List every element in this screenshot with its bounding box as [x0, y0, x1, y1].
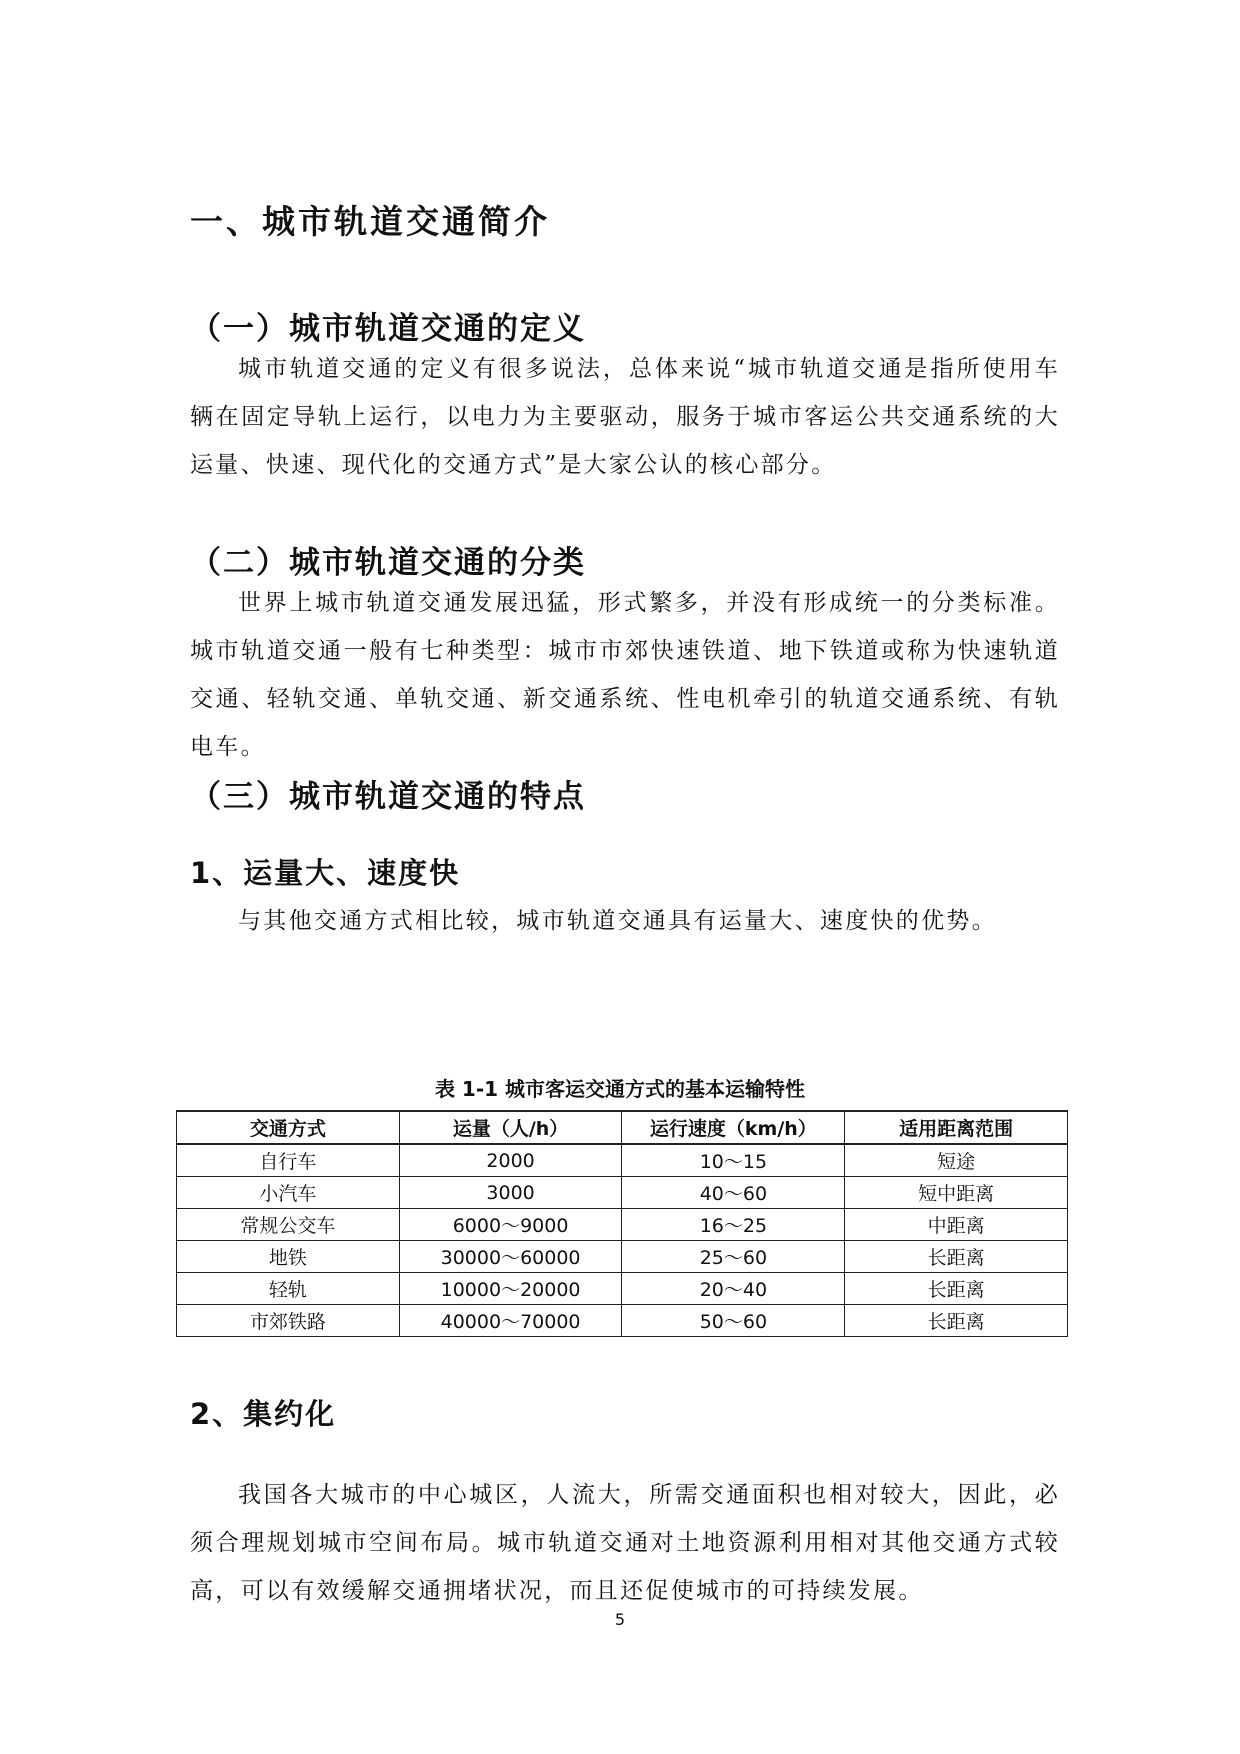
table-row — [177, 1241, 1068, 1273]
table-cell: 40～60 — [622, 1177, 845, 1209]
page-number: 5 — [614, 1610, 626, 1629]
table-cell: 长距离 — [845, 1305, 1068, 1337]
feature-item-1-title: 1、运量大、速度快 — [190, 856, 461, 890]
transport-characteristics-table — [176, 1110, 1068, 1337]
table-cell: 50～60 — [622, 1305, 845, 1337]
table-cell: 自行车 — [177, 1144, 400, 1177]
table-row — [177, 1305, 1068, 1337]
table-cell: 短途 — [845, 1144, 1068, 1177]
table-cell: 30000～60000 — [399, 1241, 622, 1273]
paragraph-classification: 世界上城市轨道交通发展迅猛，形式繁多，并没有形成统一的分类标准。城市轨道交通一般有七种类型：城市市郊快速铁道、地下铁道或称为快速轨道交通、轻轨交通、单轨交通、新交通系统、性电机牵引的轨道交通系统、有轨电车。 — [190, 590, 1060, 760]
feature-item-2-title: 2、集约化 — [190, 1397, 337, 1431]
table-row — [177, 1177, 1068, 1209]
subsection-title-classification: （二）城市轨道交通的分类 — [190, 545, 586, 581]
table-cell: 25～60 — [622, 1241, 845, 1273]
table-cell: 16～25 — [622, 1209, 845, 1241]
table-header-row — [177, 1111, 1068, 1144]
feature-item-1-paragraph: 与其他交通方式相比较，城市轨道交通具有运量大、速度快的优势。 — [238, 908, 997, 934]
section-title: 一、城市轨道交通简介 — [190, 202, 550, 241]
table-row — [177, 1144, 1068, 1177]
table-cell: 2000 — [399, 1144, 622, 1177]
subsection-title-definition: （一）城市轨道交通的定义 — [190, 311, 586, 347]
table-cell: 轻轨 — [177, 1273, 400, 1305]
table-caption: 表 1-1 城市客运交通方式的基本运输特性 — [434, 1077, 806, 1101]
table-cell: 地铁 — [177, 1241, 400, 1273]
table-row — [177, 1209, 1068, 1241]
table-header-cell: 运行速度（km/h） — [622, 1111, 845, 1144]
table-cell: 短中距离 — [845, 1177, 1068, 1209]
table-cell: 10000～20000 — [399, 1273, 622, 1305]
table-cell: 3000 — [399, 1177, 622, 1209]
table-cell: 常规公交车 — [177, 1209, 400, 1241]
table-cell: 长距离 — [845, 1241, 1068, 1273]
table-cell: 市郊铁路 — [177, 1305, 400, 1337]
table-cell: 长距离 — [845, 1273, 1068, 1305]
table-header-cell: 运量（人/h） — [399, 1111, 622, 1144]
feature-item-2-paragraph: 我国各大城市的中心城区，人流大，所需交通面积也相对较大，因此，必须合理规划城市空间布局。城市轨道交通对土地资源利用相对其他交通方式较高，可以有效缓解交通拥堵状况，而且还促使城市的可持续发展。 — [190, 1482, 1060, 1604]
table-cell: 中距离 — [845, 1209, 1068, 1241]
table-header-cell: 适用距离范围 — [845, 1111, 1068, 1144]
table-cell: 20～40 — [622, 1273, 845, 1305]
table-cell: 小汽车 — [177, 1177, 400, 1209]
subsection-title-features: （三）城市轨道交通的特点 — [190, 779, 586, 815]
table-cell: 6000～9000 — [399, 1209, 622, 1241]
table-row — [177, 1273, 1068, 1305]
table-header-cell: 交通方式 — [177, 1111, 400, 1144]
paragraph-definition: 城市轨道交通的定义有很多说法，总体来说“城市轨道交通是指所使用车辆在固定导轨上运行，以电力为主要驱动，服务于城市客运公共交通系统的大运量、快速、现代化的交通方式”是大家公认的核心部分。 — [190, 356, 1060, 478]
table-cell: 40000～70000 — [399, 1305, 622, 1337]
table-cell: 10～15 — [622, 1144, 845, 1177]
